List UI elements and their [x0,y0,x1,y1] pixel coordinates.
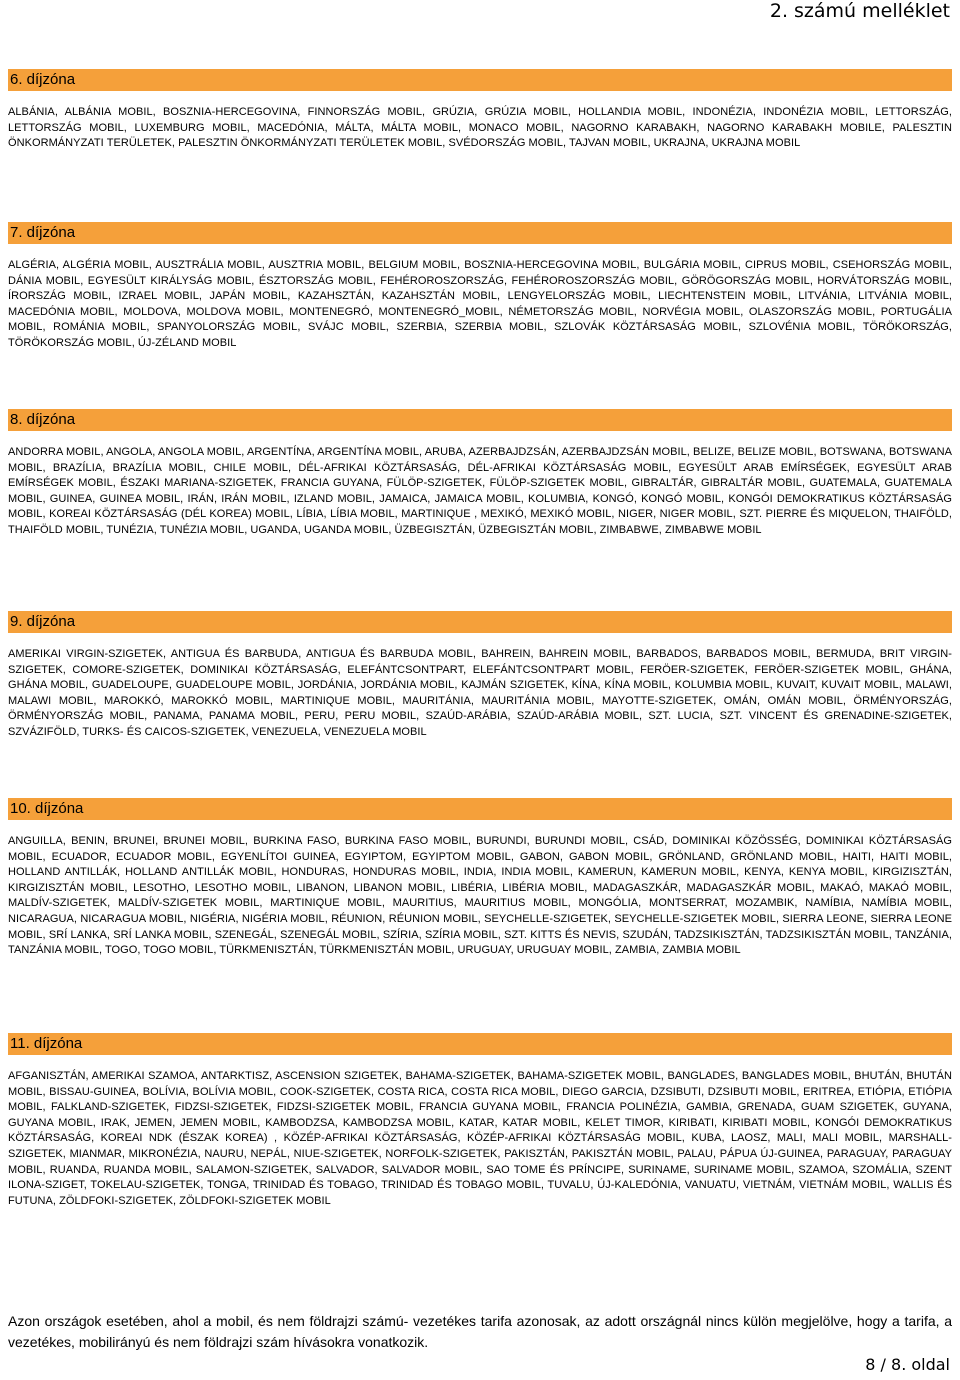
zone-country-list: ALGÉRIA, ALGÉRIA MOBIL, AUSZTRÁLIA MOBIL, AUSZTRIA MOBIL, BELGIUM MOBIL, BOSZNIA-HERCEGOVINA MOBIL, BULGÁRIA MOBIL, CIPRUS MOBIL, CSEHORSZÁG MOBIL, DÁNIA MOBIL, EGYESÜLT KIRÁLYSÁG MOBIL, ÉSZTORSZÁG MOBIL, FEHÉROROSZORSZÁG, FEHÉROROSZORSZÁG MOBIL, GÖRÖGORSZÁG MOBIL, HORVÁTORSZÁG MOBIL, ÍRORSZÁG MOBIL, IZRAEL MOBIL, JAPÁN MOBIL, KAZAHSZTÁN, KAZAHSZTÁN MOBIL, LENGYELORSZÁG MOBIL, LIECHTENSTEIN MOBIL, LITVÁNIA, LITVÁNIA MOBIL, MACEDÓNIA MOBIL, MOLDOVA, MOLDOVA MOBIL, MONTENEGRÓ, MONTENEGRÓ_MOBIL, NÉMETORSZÁG MOBIL, NORVÉGIA MOBIL, OLASZORSZÁG MOBIL, PORTUGÁLIA MOBIL, ROMÁNIA MOBIL, SPANYOLORSZÁG MOBIL, SVÁJC MOBIL, SZERBIA, SZERBIA MOBIL, SZLOVÁK KÖZTÁRSASÁG MOBIL, SZLOVÉNIA MOBIL, TÖRÖKORSZÁG, TÖRÖKORSZÁG MOBIL, ÚJ-ZÉLAND MOBIL [8,259,952,349]
page-header-title: 2. számú melléklet [769,0,950,22]
zone-6-section [8,69,952,152]
zone-country-list: ALBÁNIA, ALBÁNIA MOBIL, BOSZNIA-HERCEGOVINA, FINNORSZÁG MOBIL, GRÚZIA, GRÚZIA MOBIL, HOLLANDIA MOBIL, INDONÉZIA, INDONÉZIA MOBIL, LETTORSZÁG, LETTORSZÁG MOBIL, LUXEMBURG MOBIL, MACEDÓNIA, MÁLTA, MÁLTA MOBIL, MONACO MOBIL, NAGORNO KARABAKH, NAGORNO KARABAKH MOBILE, PALESZTIN ÖNKORMÁNYZATI TERÜLETEK, PALESZTIN ÖNKORMÁNYZATI TERÜLETEK MOBIL, SVÉDORSZÁG MOBIL, TAJVAN MOBIL, UKRAJNA, UKRAJNA MOBIL [8,106,952,150]
zone-country-list: AMERIKAI VIRGIN-SZIGETEK, ANTIGUA ÉS BARBUDA, ANTIGUA ÉS BARBUDA MOBIL, BAHREIN, BAHREIN MOBIL, BARBADOS, BARBADOS MOBIL, BERMUDA, BRIT VIRGIN-SZIGETEK, COMORE-SZIGETEK, DOMINIKAI KÖZTÁRSASÁG, ELEFÁNTCSONTPART, ELEFÁNTCSONTPART MOBIL, FERÖER-SZIGETEK, FERÖER-SZIGETEK MOBIL, GHÁNA, GHÁNA MOBIL, GUADELOUPE, GUADELOUPE MOBIL, JORDÁNIA, JORDÁNIA MOBIL, KAJMÁN SZIGETEK, KÍNA, KÍNA MOBIL, KOLUMBIA MOBIL, KUVAIT, KUVAIT MOBIL, MALAWI, MALAWI MOBIL, MAROKKÓ, MAROKKÓ MOBIL, MARTINIQUE MOBIL, MAURITÁNIA, MAURITÁNIA MOBIL, MAYOTTE-SZIGETEK, OMÁN, OMÁN MOBIL, ÖRMÉNYORSZÁG, ÖRMÉNYORSZÁG MOBIL, PANAMA, PANAMA MOBIL, PERU, PERU MOBIL, SZAÚD-ARÁBIA, SZAÚD-ARÁBIA MOBIL, SZT. LUCIA, SZT. VINCENT ÉS GRENADINE-SZIGETEK, SZVÁZIFÖLD, TURKS- ÉS CAICOS-SZIGETEK, VENEZUELA, VENEZUELA MOBIL [8,648,952,738]
zone-country-list: ANDORRA MOBIL, ANGOLA, ANGOLA MOBIL, ARGENTÍNA, ARGENTÍNA MOBIL, ARUBA, AZERBAJDZSÁN, AZERBAJDZSÁN MOBIL, BELIZE, BELIZE MOBIL, BOTSWANA, BOTSWANA MOBIL, BRAZÍLIA, BRAZÍLIA MOBIL, CHILE MOBIL, DÉL-AFRIKAI KÖZTÁRSASÁG, DÉL-AFRIKAI KÖZTÁRSASÁG MOBIL, EGYESÜLT ARAB EMÍRSÉGEK, EGYESÜLT ARAB EMÍRSÉGEK MOBIL, ÉSZAKI MARIANA-SZIGETEK, FRANCIA GUYANA, FÜLÖP-SZIGETEK, FÜLÖP-SZIGETEK MOBIL, GIBRALTÁR, GIBRALTÁR MOBIL, GUATEMALA, GUATEMALA MOBIL, GUINEA, GUINEA MOBIL, IRÁN, IRÁN MOBIL, IZLAND MOBIL, JAMAICA, JAMAICA MOBIL, KOLUMBIA, KONGÓ, KONGÓ MOBIL, KONGÓI DEMOKRATIKUS KÖZTÁRSASÁG MOBIL, KOREAI KÖZTÁRSASÁG (DÉL KOREA) MOBIL, LÍBIA, LÍBIA MOBIL, MARTINIQUE , MEXIKÓ, MEXIKÓ MOBIL, NIGER, NIGER MOBIL, SZT. PIERRE ÉS MIQUELON, THAIFÖLD, THAIFÖLD MOBIL, TUNÉZIA, TUNÉZIA MOBIL, UGANDA, UGANDA MOBIL, ÜZBEGISZTÁN, ÜZBEGISZTÁN MOBIL, ZIMBABWE, ZIMBABWE MOBIL [8,446,952,536]
zone-10-section [8,798,952,959]
zone-title: 11. díjzóna [8,1033,952,1055]
zone-title: 8. díjzóna [8,409,952,431]
zone-title: 6. díjzóna [8,69,952,91]
page-number: 8 / 8. oldal [865,1355,950,1374]
footer-note: Azon országok esetében, ahol a mobil, és nem földrajzi számú- vezetékes tarifa azonosak, az adott országnál nincs külön megjelölve, hogy a tarifa, a vezetékes, mobilirányú és nem földrajzi szám hívásokra vonatkozik. [8,1313,952,1350]
zone-7-section [8,222,952,352]
zone-country-list: AFGANISZTÁN, AMERIKAI SZAMOA, ANTARKTISZ, ASCENSION SZIGETEK, BAHAMA-SZIGETEK, BAHAMA-SZIGETEK MOBIL, BANGLADES, BANGLADES MOBIL, BHUTÁN, BHUTÁN MOBIL, BISSAU-GUINEA, BOLÍVIA, BOLÍVIA MOBIL, COOK-SZIGETEK, COSTA RICA, COSTA RICA MOBIL, DIEGO GARCIA, DZSIBUTI, DZSIBUTI MOBIL, ERITREA, ETIÓPIA, ETIÓPIA MOBIL, FALKLAND-SZIGETEK, FIDZSI-SZIGETEK, FIDZSI-SZIGETEK MOBIL, FRANCIA GUYANA MOBIL, FRANCIA POLINÉZIA, GAMBIA, GRENADA, GUAM SZIGETEK, GUYANA, GUYANA MOBIL, IRAK, JEMEN, JEMEN MOBIL, KAMBODZSA, KAMBODZSA MOBIL, KATAR, KATAR MOBIL, KELET TIMOR, KIRIBATI, KIRIBATI MOBIL, KONGÓI DEMOKRATIKUS KÖZTÁRSASÁG, KOREAI NDK (ÉSZAK KOREA) , KÖZÉP-AFRIKAI KÖZTÁRSASÁG, KÖZÉP-AFRIKAI KÖZTÁRSASÁG MOBIL, KUBA, LAOSZ, MALI, MALI MOBIL, MARSHALL-SZIGETEK, MIANMAR, MIKRONÉZIA, NAURU, NEPÁL, NIUE-SZIGETEK, NORFOLK-SZIGETEK, PAKISZTÁN, PAKISZTÁN MOBIL, PALAU, PÁPUA ÚJ-GUINEA, PARAGUAY, PARAGUAY MOBIL, RUANDA, RUANDA MOBIL, SALAMON-SZIGETEK, SALVADOR, SALVADOR MOBIL, SAO TOME ÉS PRÍNCIPE, SURINAME, SURINAME MOBIL, SZAMOA, SZOMÁLIA, SZENT ILONA-SZIGET, TOKELAU-SZIGETEK, TONGA, TRINIDAD ÉS TOBAGO, TRINIDAD ÉS TOBAGO MOBIL, TUVALU, ÚJ-KALEDÓNIA, VANUATU, VIETNÁM, VIETNÁM MOBIL, WALLIS ÉS FUTUNA, ZÖLDFOKI-SZIGETEK, ZÖLDFOKI-SZIGETEK MOBIL [8,1070,952,1207]
zone-title: 10. díjzóna [8,798,952,820]
zone-9-section [8,611,952,741]
zone-8-section [8,409,952,539]
zone-title: 7. díjzóna [8,222,952,244]
zone-11-section [8,1033,952,1209]
zone-title: 9. díjzóna [8,611,952,633]
zone-country-list: ANGUILLA, BENIN, BRUNEI, BRUNEI MOBIL, BURKINA FASO, BURKINA FASO MOBIL, BURUNDI, BURUNDI MOBIL, CSÁD, DOMINIKAI KÖZÖSSÉG, DOMINIKAI KÖZTÁRSASÁG MOBIL, ECUADOR, ECUADOR MOBIL, EGYENLÍTOI GUINEA, EGYIPTOM, EGYIPTOM MOBIL, GABON, GABON MOBIL, GRÖNLAND, GRÖNLAND MOBIL, HAITI, HAITI MOBIL, HOLLAND ANTILLÁK, HOLLAND ANTILLÁK MOBIL, HONDURAS, HONDURAS MOBIL, INDIA, INDIA MOBIL, KAMERUN, KAMERUN MOBIL, KENYA, KENYA MOBIL, KIRGIZISZTÁN, KIRGIZISZTÁN MOBIL, LESOTHO, LESOTHO MOBIL, LIBANON, LIBANON MOBIL, LIBÉRIA, LIBÉRIA MOBIL, MADAGASZKÁR, MADAGASZKÁR MOBIL, MAKAÓ, MAKAÓ MOBIL, MALDÍV-SZIGETEK, MALDÍV-SZIGETEK MOBIL, MARTINIQUE MOBIL, MAURITIUS, MAURITIUS MOBIL, MONGÓLIA, MONTSERRAT, MOZAMBIK, NAMÍBIA, NAMÍBIA MOBIL, NICARAGUA, NICARAGUA MOBIL, NIGÉRIA, NIGÉRIA MOBIL, RÉUNION, RÉUNION MOBIL, SEYCHELLE-SZIGETEK, SEYCHELLE-SZIGETEK MOBIL, SIERRA LEONE, SIERRA LEONE MOBIL, SRÍ LANKA, SRÍ LANKA MOBIL, SZENEGÁL, SZENEGÁL MOBIL, SZÍRIA, SZÍRIA MOBIL, SZT. KITTS ÉS NEVIS, SZUDÁN, TADZSIKISZTÁN, TADZSIKISZTÁN MOBIL, TANZÁNIA, TANZÁNIA MOBIL, TOGO, TOGO MOBIL, TÜRKMENISZTÁN, TÜRKMENISZTÁN MOBIL, URUGUAY, URUGUAY MOBIL, ZAMBIA, ZAMBIA MOBIL [8,835,952,957]
